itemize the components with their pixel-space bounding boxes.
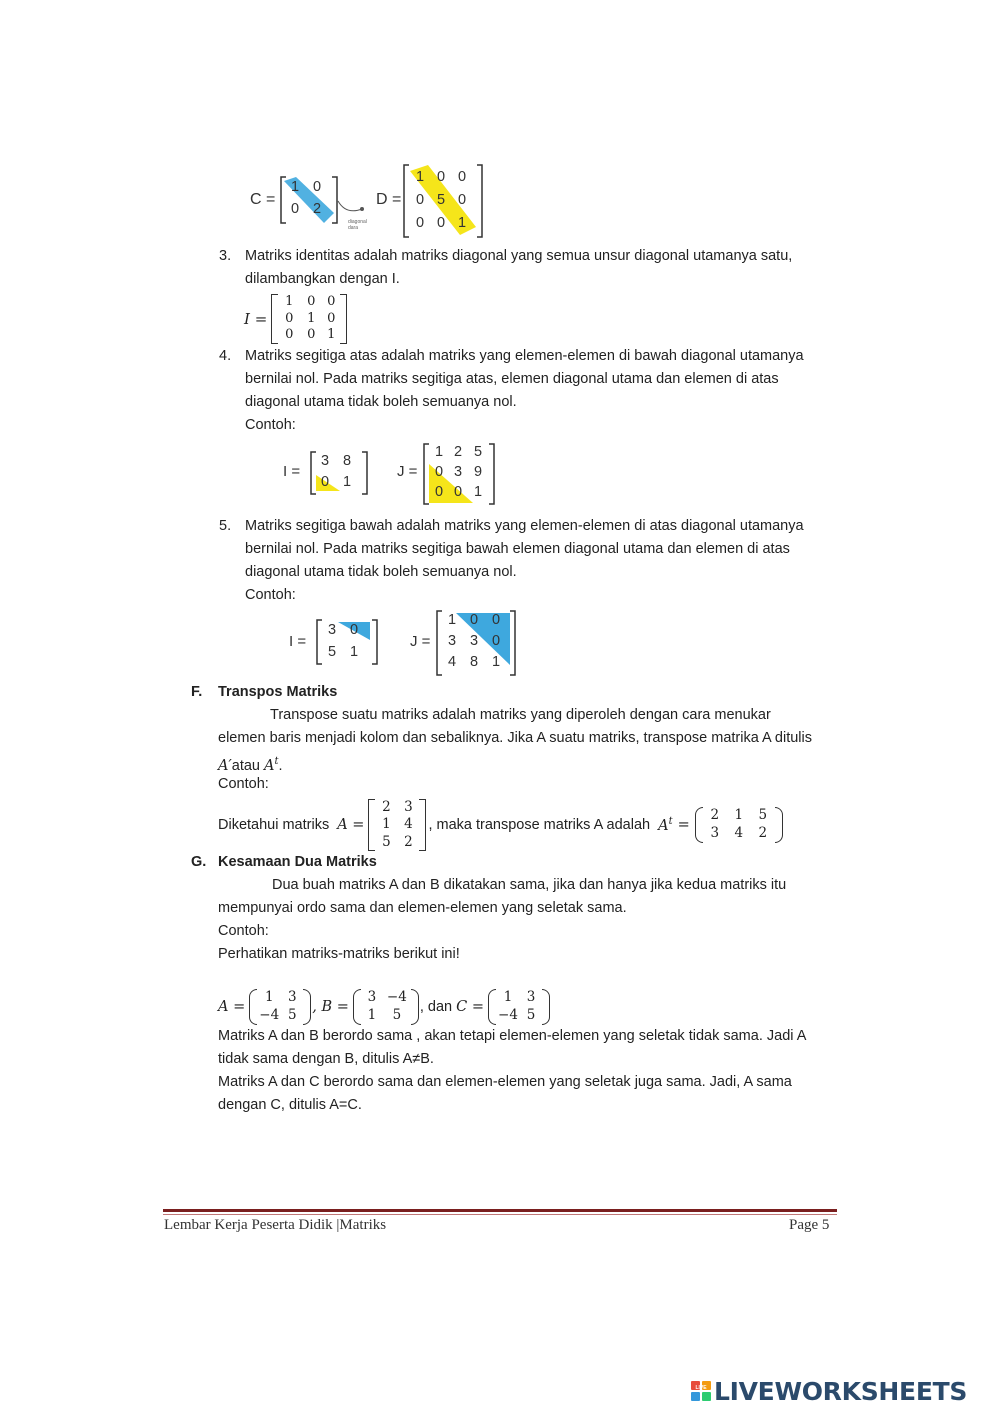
lower-j-label: J = [410,633,431,650]
symbol-t: t [668,816,673,828]
symbol-a: A [658,817,669,834]
matrix-d-cell: 0 [437,215,446,231]
section-g-result: dengan C, ditulis A=C. [218,1097,362,1113]
equality-c-symbol: C = [456,999,484,1015]
lower-i-highlight [316,618,378,666]
matrix-cell: 0 [307,294,316,309]
matrix-cell: 9 [474,464,483,480]
section-f-title: Transpos Matriks [218,684,338,700]
item-3-number: 3. [219,248,232,264]
footer-rule [163,1209,837,1212]
matrix-cell: 3 [710,825,720,841]
matrix-cell: 0 [492,633,501,649]
matrix-cell: 0 [285,310,294,326]
section-g-result: Matriks A dan C berordo sama dan elemen-elemen yang seletak juga sama. Jadi, A sama [218,1074,792,1090]
matrix-cell: 0 [454,484,463,500]
matrix-cell: 1 [734,807,744,823]
matrix-cell: 1 [492,654,501,670]
transpose-a-symbol: A = [337,817,365,833]
matrix-cell: 4 [404,816,413,833]
section-g-result: tidak sama dengan B, ditulis A≠B. [218,1051,434,1067]
matrix-cell: 0 [327,294,336,309]
matrix-cell: 1 [343,474,352,490]
matrix-d [402,163,484,239]
matrix-c-cell: 0 [313,179,322,195]
matrix-cell: 2 [454,444,463,460]
matrix-cell: 1 [435,444,444,460]
item-4-text: diagonal utama tidak boleh semuanya nol. [245,394,517,410]
matrix-cell: 0 [285,327,294,343]
item-5-text: Matriks segitiga bawah adalah matriks yang elemen-elemen di atas diagonal utamanya [245,518,804,534]
matrix-cell: 1 [285,294,294,309]
matrix-cell: 3 [526,989,536,1005]
matrix-b-eq [353,989,419,1025]
matrix-cell: 5 [328,644,337,660]
matrix-cell: 1 [350,644,359,660]
equality-example [218,987,550,1027]
matrix-d-cell: 0 [437,169,446,185]
matrix-cell: 5 [474,444,483,460]
matrix-cell: 1 [474,484,483,500]
section-g-title: Kesamaan Dua Matriks [218,854,377,870]
item-4-text: bernilai nol. Pada matriks segitiga atas, elemen diagonal utama dan elemen di atas [245,371,779,387]
section-g-letter: G. [191,854,207,870]
footer-page-number: Page 5 [789,1217,830,1233]
item-4-example: Contoh: [245,417,296,433]
identity-matrix [244,293,347,345]
matrix-cell: 3 [321,453,330,469]
matrix-d-cell: 0 [458,169,467,185]
matrix-cell: 8 [470,654,479,670]
matrix-cell: 3 [328,622,337,638]
matrix-cell: 0 [492,612,501,628]
matrix-cell: 5 [382,833,391,850]
liveworksheets-brand[interactable] [691,1376,967,1406]
upper-i-label: I = [283,463,301,480]
symbol-a-prime: A′ [218,757,232,774]
matrix-cell: −4 [259,1007,280,1023]
matrix-cell: 4 [448,654,457,670]
symbol-t: t [274,756,279,767]
liveworksheets-logo-icon [691,1381,711,1401]
transpose-given: Diketahui matriks [218,817,330,833]
symbol-a: A [264,757,275,774]
matrix-cell: −4 [386,989,407,1005]
matrix-cell: 3 [454,464,463,480]
matrix-at [695,807,783,843]
annotation-arrow [336,199,366,221]
matrix-cell: 2 [404,833,413,850]
matrix-cell: 0 [435,464,444,480]
section-f-example: Contoh: [218,776,269,792]
matrix-cell: 8 [343,453,352,469]
matrix-cell: −4 [498,1007,518,1023]
upper-j-label: J = [397,463,418,480]
matrix-cell: 3 [404,799,413,815]
matrix-cell: 0 [435,484,444,500]
matrix-c-diagonal-highlight [280,175,338,225]
matrix-c-cell: 1 [291,179,300,195]
section-f-text: Transpose suatu matriks adalah matriks yang diperoleh dengan cara menukar [270,707,771,723]
matrix-cell: 1 [382,816,391,833]
matrix-cell: 5 [758,807,768,823]
section-f-text: elemen baris menjadi kolom dan sebaliknya. Jika A suatu matriks, transpose matrika A ditulis [218,730,812,746]
text-atau: atau [231,757,265,774]
brand-text: LIVEWORKSHEETS [714,1376,968,1406]
matrix-a-eq [249,989,311,1025]
section-g-intro: Perhatikan matriks-matriks berikut ini! [218,946,460,962]
matrix-cell: 2 [710,807,720,823]
equals-sign: = [677,817,690,833]
matrix-cell: 0 [350,622,359,638]
matrix-cell: 3 [367,989,377,1005]
matrix-a [368,799,426,851]
identity-matrix-label: I = [244,310,268,328]
matrix-c [280,175,338,225]
logo-text: LIVE [695,1385,707,1391]
item-4-number: 4. [219,348,232,364]
matrix-d-cell: 0 [416,192,425,208]
lower-matrix-j [436,609,516,677]
section-f-letter: F. [191,684,203,700]
footer-rule-thin [163,1214,837,1215]
matrix-c-cell: 2 [313,201,322,217]
matrix-cell: 5 [392,1007,402,1023]
diagonal-annotation: diagonal dara [348,219,367,231]
item-3-text: dilambangkan dengan I. [245,271,400,287]
matrix-cell: 5 [526,1007,536,1023]
item-3-text: Matriks identitas adalah matriks diagonal yang semua unsur diagonal utamanya satu, [245,248,793,264]
matrix-d-cell: 1 [458,215,467,231]
section-g-text: mempunyai ordo sama dan elemen-elemen yang seletak sama. [218,900,627,916]
matrix-c-cell: 0 [291,201,300,217]
period: . [278,757,283,774]
diagonal-matrices-figure [248,163,488,239]
matrix-cell: 1 [264,989,274,1005]
matrix-cell: 0 [327,310,336,326]
item-5-text: diagonal utama tidak boleh semuanya nol. [245,564,517,580]
matrix-cell: 0 [321,474,330,490]
section-g-text: Dua buah matriks A dan B dikatakan sama, jika dan hanya jika kedua matriks itu [272,877,787,893]
matrix-cell: 3 [287,989,297,1005]
matrix-cell: 1 [307,310,316,326]
upper-matrix-i [310,450,368,496]
section-g-result: Matriks A dan B berordo sama , akan tetapi elemen-elemen yang seletak tidak sama. Jadi A [218,1028,807,1044]
matrix-cell: 2 [758,825,768,841]
matrix-cell: 2 [382,799,391,815]
upper-i-highlight [310,450,368,496]
matrix-cell: 1 [448,612,457,628]
matrix-cell: 1 [503,989,513,1005]
transpose-mid-text: , maka transpose matriks A adalah [428,817,651,833]
matrix-cell: 1 [327,327,336,343]
matrix-d-label: D = [376,191,402,208]
matrix-cell: 5 [287,1007,297,1023]
upper-matrix-j [423,442,495,506]
matrix-d-cell: 0 [416,215,425,231]
footer-title: Lembar Kerja Peserta Didik |Matriks [164,1217,387,1233]
transpose-at-symbol [658,816,673,834]
matrix-cell: 1 [367,1007,377,1023]
lower-matrix-i [316,618,378,666]
equality-dan: , dan [419,999,453,1015]
transpose-example [218,798,783,852]
matrix-d-cell: 0 [458,192,467,208]
matrix-cell: 3 [448,633,457,649]
equality-a-symbol: A = [218,999,246,1015]
lower-i-label: I = [289,633,307,650]
matrix-cell: 0 [470,612,479,628]
matrix-d-cell: 1 [416,169,425,185]
item-5-example: Contoh: [245,587,296,603]
item-4-text: Matriks segitiga atas adalah matriks yang elemen-elemen di bawah diagonal utamanya [245,348,804,364]
item-5-number: 5. [219,518,232,534]
matrix-c-eq [488,989,550,1025]
matrix-c-label: C = [250,191,276,208]
matrix-cell: 3 [470,633,479,649]
equality-b-symbol: , B = [312,999,349,1015]
matrix-cell: 4 [734,825,744,841]
matrix-d-cell: 5 [437,192,446,208]
section-g-example: Contoh: [218,923,269,939]
matrix-cell: 0 [307,327,316,343]
item-5-text: bernilai nol. Pada matriks segitiga bawah elemen diagonal utama dan elemen di atas [245,541,790,557]
